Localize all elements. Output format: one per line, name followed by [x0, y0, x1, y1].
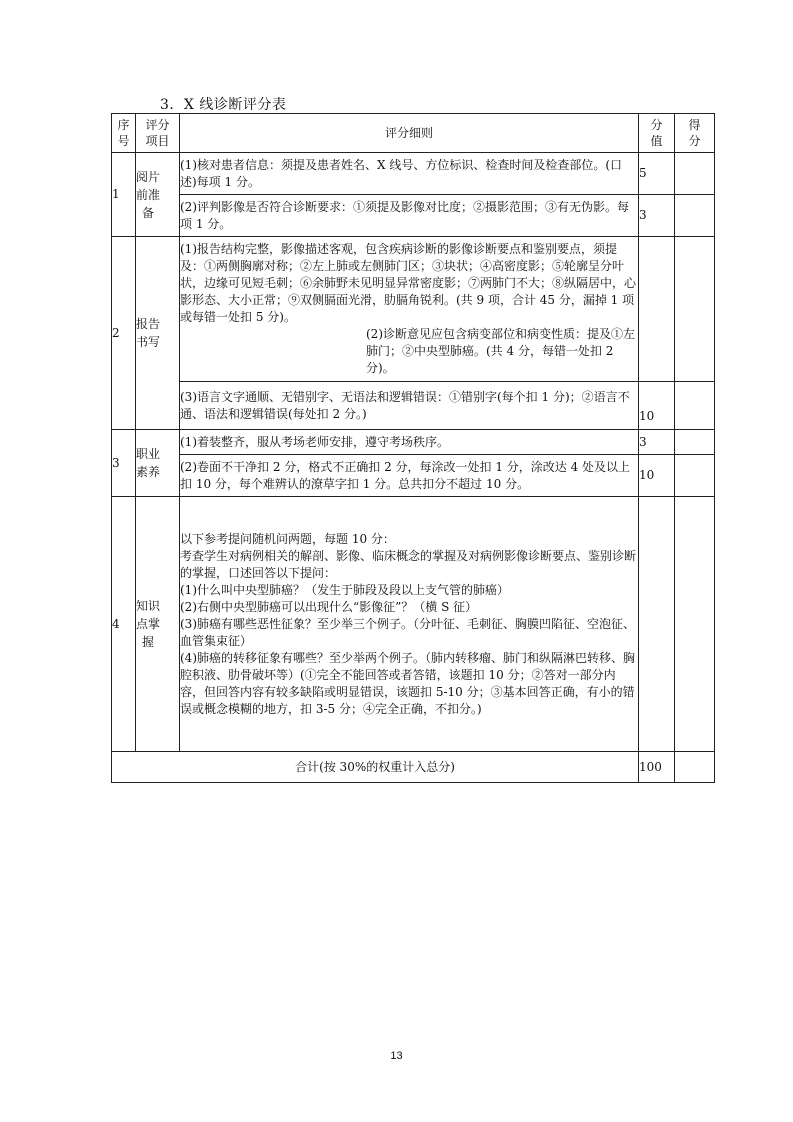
total-value: 100 [639, 752, 675, 783]
value-cell: 3 [639, 195, 675, 237]
section-item: 职业素养 [136, 430, 180, 497]
table-row [112, 455, 715, 497]
detail-cell: 以下参考提问随机问两题，每题 10 分： 考查学生对病例相关的解剖、影像、临床概念的掌握及对病例影像诊断要点、鉴别诊断的掌握，口述回答以下提问： (1)什么叫中央型肺癌？（发生于肺段及段以上支气管的肺癌） (2)右侧中央型肺癌可以出现什么“影像征”？（横 S 征） (3)肺癌有哪些恶性征象？至少举三个例子。（分叶征、毛刺征、胸膜凹陷征、空泡征、血管集束征） (4)肺癌的转移征象有哪些？至少举两个例子。（肺内转移瘤、肺门和纵隔淋巴转移、胸腔积液、肋骨破坏等）(①完全不能回答或者答错，该题扣 10 分；②答对一部分内容，但回答内容有较多缺陷或明显错误，该题扣 5-10 分；③基本回答正确，有小的错误或概念模糊的地方，扣 3-5 分；④完全正确，不扣分。) [180, 497, 639, 752]
score-cell[interactable] [675, 382, 715, 430]
section-no: 2 [112, 237, 136, 430]
value-cell [639, 497, 675, 752]
page-number: 13 [390, 1050, 403, 1062]
section-item: 知识点掌握 [136, 497, 180, 752]
table-row [112, 497, 715, 752]
section-title: 3．X 线诊断评分表 [160, 97, 287, 113]
score-cell[interactable] [675, 430, 715, 455]
table-row [112, 195, 715, 237]
section-no: 3 [112, 430, 136, 497]
value-cell: 10 [639, 455, 675, 497]
section-no: 4 [112, 497, 136, 752]
table-row [112, 382, 715, 430]
table-header-row [112, 114, 715, 153]
value-cell: 3 [639, 430, 675, 455]
score-cell[interactable] [675, 497, 715, 752]
total-label: 合计(按 30%的权重计入总分) [112, 752, 639, 783]
total-score-cell[interactable] [675, 752, 715, 783]
detail-cell: (2)评判影像是否符合诊断要求：①须提及影像对比度；②摄影范围；③有无伪影。每项 1 分。 [180, 195, 639, 237]
section-no: 1 [112, 153, 136, 237]
table-row [112, 237, 715, 382]
header-item: 评分项目 [136, 114, 180, 153]
table-row [112, 153, 715, 195]
header-no: 序号 [112, 114, 136, 153]
score-cell[interactable] [675, 455, 715, 497]
detail-cell: (1)着装整齐，服从考场老师安排，遵守考场秩序。 [180, 430, 639, 455]
table-row [112, 430, 715, 455]
score-cell[interactable] [675, 237, 715, 382]
value-cell: 5 [639, 153, 675, 195]
section-item: 阅片前准备 [136, 153, 180, 237]
detail-cell: (3)语言文字通顺、无错别字、无语法和逻辑错误：①错别字(每个扣 1 分)；②语言不通、语法和逻辑错误(每处扣 2 分。) [180, 382, 639, 430]
header-detail: 评分细则 [180, 114, 639, 153]
value-cell: 10 [639, 382, 675, 430]
scoring-table [111, 113, 715, 783]
value-cell [639, 237, 675, 382]
section-item: 报告书写 [136, 237, 180, 430]
score-cell[interactable] [675, 195, 715, 237]
detail-cell: (1)报告结构完整，影像描述客观，包含疾病诊断的影像诊断要点和鉴别要点，须提及：①两侧胸廓对称；②左上肺或左侧肺门区；③块状；④高密度影；⑤轮廓呈分叶状，边缘可见短毛刺；⑥余肺野未见明显异常密度影；⑦两肺门不大；⑧纵隔居中，心影形态、大小正常；⑨双侧膈面光滑，肋膈角锐利。(共 9 项，合计 45 分，漏掉 1 项或每错一处扣 5 分)。 (2)诊断意见应包含病变部位和病变性质：提及①左肺门；②中央型肺癌。(共 4 分，每错一处扣 2 分)。 [180, 237, 639, 382]
detail-cell: (1)核对患者信息：须提及患者姓名、X 线号、方位标识、检查时间及检查部位。(口述)每项 1 分。 [180, 153, 639, 195]
total-row [112, 752, 715, 783]
header-score: 得分 [675, 114, 715, 153]
header-value: 分值 [639, 114, 675, 153]
detail-cell: (2)卷面不干净扣 2 分，格式不正确扣 2 分，每涂改一处扣 1 分，涂改达 4 处及以上扣 10 分，每个难辨认的潦草字扣 1 分。总共扣分不超过 10 分。 [180, 455, 639, 497]
score-cell[interactable] [675, 153, 715, 195]
